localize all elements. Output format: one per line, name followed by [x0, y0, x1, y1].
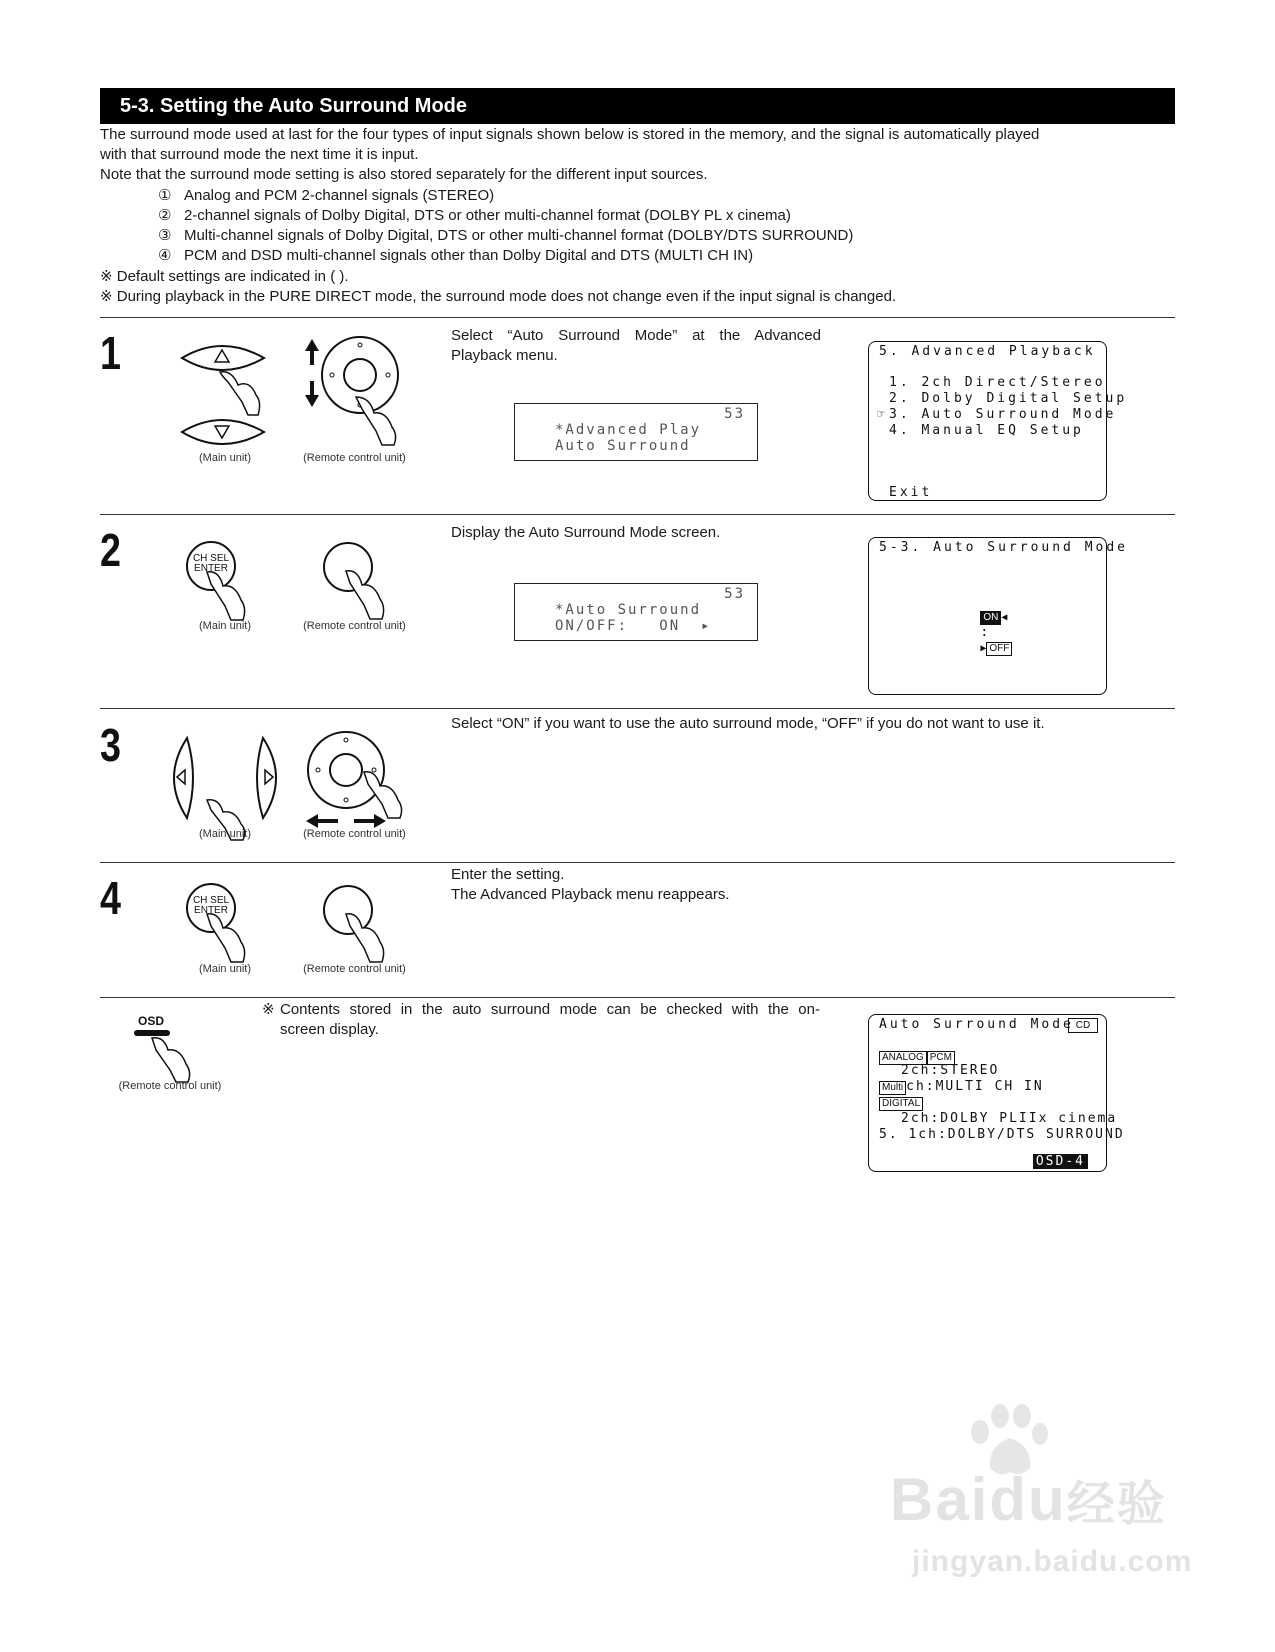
- osd-tag-row: [879, 1095, 923, 1111]
- analog-tag: ANALOG: [879, 1051, 927, 1065]
- osd-4-badge: OSD-4: [1033, 1154, 1088, 1169]
- osd-off-option[interactable]: OFF: [986, 642, 1012, 656]
- list-item: [158, 185, 494, 206]
- enter-label: ENTER: [194, 905, 228, 916]
- osd-exit: Exit: [889, 485, 933, 500]
- front-panel-display: [514, 403, 758, 461]
- list-text: PCM and DSD multi-channel signals other than Dolby Digital and DTS (MULTI CH IN): [183, 247, 754, 264]
- right-arrow-icon: ▶: [980, 643, 987, 654]
- osd-4-screen: [868, 1014, 1125, 1172]
- osd-menu-item: 2. Dolby Digital Setup: [889, 391, 1128, 406]
- step-instruction: Playback menu.: [451, 347, 558, 364]
- ch-sel-label: CH SEL: [192, 895, 230, 906]
- step-number: 2: [100, 524, 121, 576]
- ch-sel-label: CH SEL: [192, 553, 230, 564]
- intro-line-3: Note that the surround mode setting is also stored separately for the different input sources.: [100, 166, 708, 183]
- divider: [100, 862, 1175, 863]
- step-instruction: Display the Auto Surround Mode screen.: [451, 524, 721, 541]
- footer-note-line-2: screen display.: [280, 1021, 379, 1038]
- divider: [100, 514, 1175, 515]
- digital-tag: DIGITAL: [879, 1097, 923, 1111]
- osd-separator: :: [980, 625, 989, 640]
- caption-main-unit: (Main unit): [199, 828, 251, 840]
- remote-enter-button-icon: [318, 537, 408, 627]
- osd-title: 5-3. Auto Surround Mode: [879, 540, 1129, 555]
- note-mark: ※: [262, 1001, 275, 1018]
- lcd-code: 53: [724, 406, 745, 422]
- step-number: 3: [100, 719, 121, 771]
- remote-joystick-icon: [298, 335, 418, 455]
- lcd-line-2: Auto Surround: [555, 438, 691, 454]
- osd-menu-item-selected: 3. Auto Surround Mode: [889, 407, 1117, 422]
- caption-remote-unit: (Remote control unit): [303, 452, 406, 464]
- step-number: 4: [100, 872, 121, 924]
- step-instruction: Select “ON” if you want to use the auto surround mode, “OFF” if you do not want to use it.: [451, 715, 1045, 732]
- osd-menu-item: 1. 2ch Direct/Stereo: [889, 375, 1106, 390]
- osd-row-dolby-pl: 2ch:DOLBY PLIIx cinema: [901, 1111, 1118, 1126]
- osd-advanced-playback: [868, 341, 1128, 501]
- osd-row-stereo: 2ch:STEREO: [901, 1063, 1000, 1078]
- multi-tag: Multi: [879, 1081, 906, 1095]
- list-text: Multi-channel signals of Dolby Digital, DTS or other multi-channel format (DOLBY/DTS SURROUND): [183, 227, 854, 244]
- caption-main-unit: (Main unit): [199, 620, 251, 632]
- osd-button-label: OSD: [138, 1014, 165, 1028]
- list-item: [158, 205, 791, 226]
- list-mark: ②: [158, 207, 172, 224]
- lcd-line-1: *Auto Surround: [555, 602, 702, 618]
- watermark-du: du: [989, 1466, 1067, 1533]
- lcd-line-1: *Advanced Play: [555, 422, 702, 438]
- watermark-bai: Bai: [890, 1466, 990, 1533]
- footer-note-line-1: Contents stored in the auto surround mode can be checked with the on-: [280, 1001, 820, 1018]
- divider: [100, 997, 1175, 998]
- osd-menu-item: 4. Manual EQ Setup: [889, 423, 1084, 438]
- lcd-code: 53: [724, 586, 745, 602]
- osd-row-multi-text: ch:MULTI CH IN: [906, 1079, 1044, 1094]
- left-arrow-icon: ◀: [1001, 612, 1008, 623]
- watermark-url: jingyan.baidu.com: [912, 1545, 1193, 1578]
- enter-label: ENTER: [194, 563, 228, 574]
- list-mark: ①: [158, 187, 172, 204]
- intro-line-2: with that surround mode the next time it is input.: [100, 146, 419, 163]
- caption-remote-unit: (Remote control unit): [303, 828, 406, 840]
- osd-row-surround: 5. 1ch:DOLBY/DTS SURROUND: [879, 1127, 1125, 1142]
- caption-remote-unit: (Remote control unit): [303, 620, 406, 632]
- up-down-button-icon: [170, 340, 280, 460]
- osd-cursor-icon: ☞: [877, 407, 888, 422]
- note-pure-direct: ※ During playback in the PURE DIRECT mode, the surround mode does not change even if the input signal is changed.: [100, 288, 897, 305]
- caption-main-unit: (Main unit): [199, 963, 251, 975]
- osd-row-multi: [879, 1079, 1044, 1095]
- list-item: [158, 225, 853, 246]
- watermark-cn: 经验: [1066, 1478, 1167, 1531]
- front-panel-display: [514, 583, 758, 641]
- divider: [100, 708, 1175, 709]
- left-right-button-icon: [165, 730, 285, 840]
- list-item: [158, 245, 753, 266]
- note-default: ※ Default settings are indicated in ( ).: [100, 268, 349, 285]
- osd-on-option[interactable]: ON: [980, 611, 1001, 625]
- list-mark: ③: [158, 227, 172, 244]
- osd-source-badge: CD: [1068, 1018, 1098, 1033]
- intro-line-1: The surround mode used at last for the four types of input signals shown below is stored in the memory, and the signal is automatically played: [100, 126, 1040, 143]
- osd-auto-surround: [868, 537, 1129, 695]
- step-instruction: Enter the setting.: [451, 866, 565, 883]
- lcd-line-2: ON/OFF: ON ▸: [555, 618, 712, 634]
- osd-title: Auto Surround Mode: [879, 1017, 1074, 1032]
- section-title: 5-3. Setting the Auto Surround Mode: [100, 88, 1175, 124]
- step-instruction: Select “Auto Surround Mode” at the Advanced: [451, 327, 821, 344]
- osd-title: 5. Advanced Playback: [879, 344, 1096, 359]
- remote-enter-button-icon: [318, 880, 408, 970]
- pcm-tag: PCM: [927, 1051, 955, 1065]
- step-instruction: The Advanced Playback menu reappears.: [451, 886, 730, 903]
- list-text: 2-channel signals of Dolby Digital, DTS or other multi-channel format (DOLBY PL x cinema): [183, 207, 791, 224]
- remote-joystick-icon: [300, 728, 420, 838]
- caption-remote-unit: (Remote control unit): [118, 1080, 222, 1092]
- caption-main-unit: (Main unit): [199, 452, 251, 464]
- list-mark: ④: [158, 247, 172, 264]
- divider: [100, 317, 1175, 318]
- osd-on-off-selector[interactable]: [949, 594, 1012, 671]
- list-text: Analog and PCM 2-channel signals (STEREO): [183, 187, 495, 204]
- step-number: 1: [100, 327, 121, 379]
- watermark-brand: [890, 1466, 1167, 1535]
- caption-remote-unit: (Remote control unit): [303, 963, 406, 975]
